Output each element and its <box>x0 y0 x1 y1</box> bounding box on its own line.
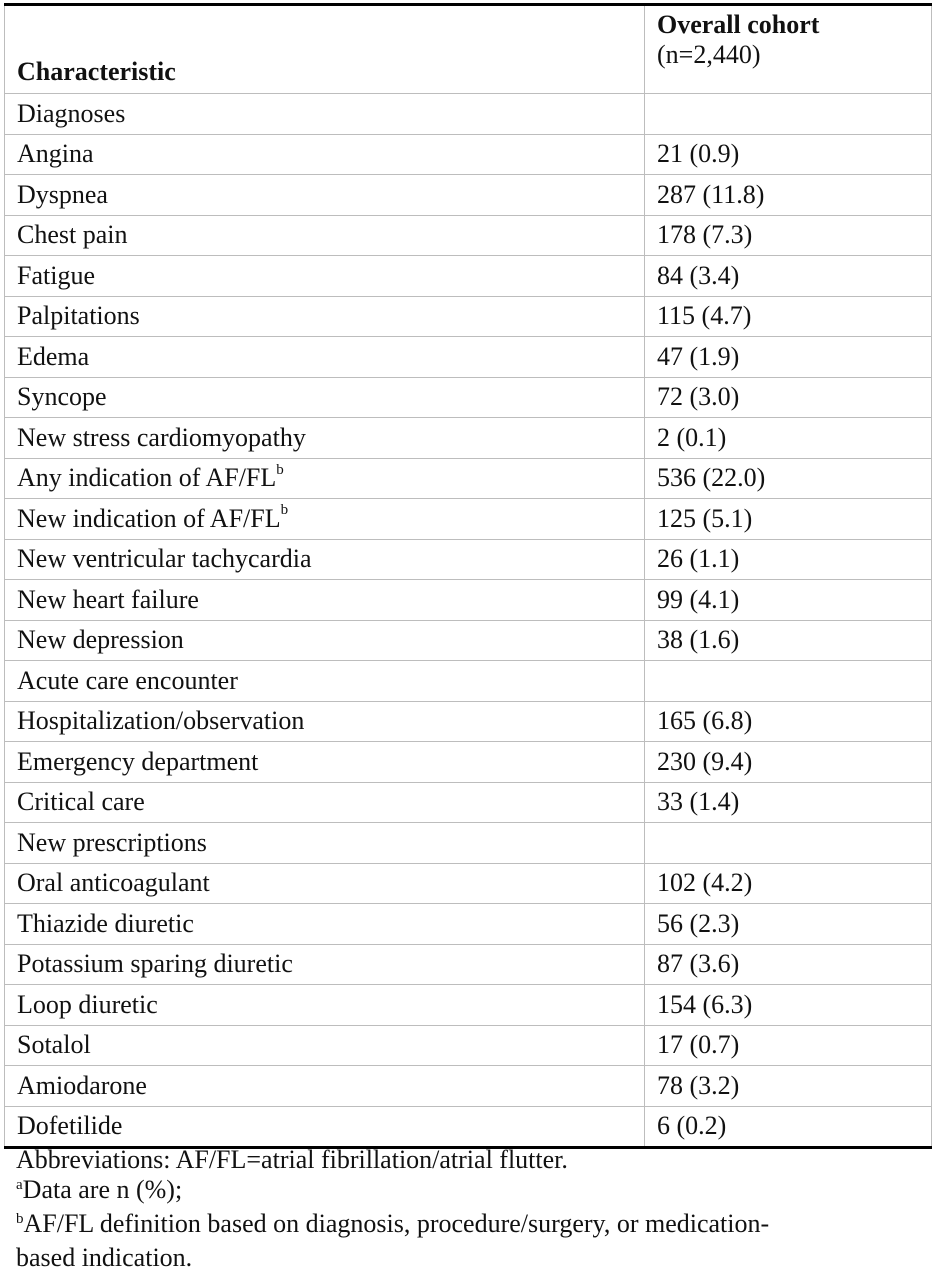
row-label-cell <box>5 296 645 337</box>
row-label: Oral anticoagulant <box>17 868 210 898</box>
table-body <box>5 94 932 1148</box>
row-label: Dofetilide <box>17 1111 123 1141</box>
table-row <box>5 175 932 216</box>
row-label: Syncope <box>17 382 107 412</box>
table-row <box>5 1025 932 1066</box>
row-label: Loop diuretic <box>17 989 158 1019</box>
row-label: Angina <box>17 139 94 169</box>
row-label-cell <box>5 1066 645 1107</box>
row-value: 178 (7.3) <box>645 215 932 256</box>
row-label: Chest pain <box>17 220 128 250</box>
section-value-empty <box>645 823 932 864</box>
footnote-abbreviations: Abbreviations: AF/FL=atrial fibrillation/atrial flutter. <box>16 1145 568 1174</box>
table-row <box>5 418 932 459</box>
table-row <box>5 782 932 823</box>
table-row <box>5 539 932 580</box>
row-value: 17 (0.7) <box>645 1025 932 1066</box>
row-value: 115 (4.7) <box>645 296 932 337</box>
section-label: New prescriptions <box>5 823 645 864</box>
row-value: 33 (1.4) <box>645 782 932 823</box>
row-value: 99 (4.1) <box>645 580 932 621</box>
row-label-cell <box>5 985 645 1026</box>
table-row <box>5 337 932 378</box>
row-value: 287 (11.8) <box>645 175 932 216</box>
row-value: 47 (1.9) <box>645 337 932 378</box>
row-label-cell <box>5 134 645 175</box>
row-label-cell <box>5 458 645 499</box>
row-label-cell <box>5 863 645 904</box>
row-label-cell <box>5 904 645 945</box>
row-label-cell <box>5 620 645 661</box>
row-value: 87 (3.6) <box>645 944 932 985</box>
table-row <box>5 377 932 418</box>
table-row <box>5 458 932 499</box>
header-characteristic: Characteristic <box>5 5 645 94</box>
table-row <box>5 499 932 540</box>
row-value: 165 (6.8) <box>645 701 932 742</box>
row-value: 72 (3.0) <box>645 377 932 418</box>
row-label-cell <box>5 1025 645 1066</box>
header-cohort-n: (n=2,440) <box>657 40 761 69</box>
row-label-cell <box>5 539 645 580</box>
row-label: Palpitations <box>17 301 140 331</box>
table-row <box>5 134 932 175</box>
table-row <box>5 620 932 661</box>
footnote-b-continued: based indication. <box>16 1243 193 1272</box>
row-label: Sotalol <box>17 1030 91 1060</box>
footnote-marker: b <box>276 461 284 478</box>
table-row <box>5 742 932 783</box>
row-label: Dyspnea <box>17 179 108 209</box>
footnote-b <box>16 1209 931 1243</box>
row-label: Emergency department <box>17 746 259 776</box>
row-label-cell <box>5 701 645 742</box>
row-value: 56 (2.3) <box>645 904 932 945</box>
row-label: New stress cardiomyopathy <box>17 422 306 452</box>
table-header-row <box>5 5 932 94</box>
row-label-cell <box>5 499 645 540</box>
row-label-cell <box>5 418 645 459</box>
footnote-marker: b <box>280 502 289 519</box>
section-row <box>5 94 932 135</box>
row-label: Amiodarone <box>17 1070 147 1100</box>
table-row <box>5 256 932 297</box>
header-cohort-title: Overall cohort <box>657 10 820 39</box>
row-value: 2 (0.1) <box>645 418 932 459</box>
table-row <box>5 215 932 256</box>
row-label-cell <box>5 337 645 378</box>
row-label-cell <box>5 742 645 783</box>
section-label: Acute care encounter <box>5 661 645 702</box>
row-value: 21 (0.9) <box>645 134 932 175</box>
section-value-empty <box>645 94 932 135</box>
footnote-b-text-line1: AF/FL definition based on diagnosis, procedure/surgery, or medication- <box>23 1209 770 1238</box>
row-label: New depression <box>17 625 184 655</box>
row-label-cell <box>5 175 645 216</box>
section-row <box>5 661 932 702</box>
row-label: Critical care <box>17 787 145 817</box>
row-value: 38 (1.6) <box>645 620 932 661</box>
table-row <box>5 296 932 337</box>
header-overall-cohort <box>645 5 932 94</box>
row-label: Potassium sparing diuretic <box>17 949 293 979</box>
row-value: 78 (3.2) <box>645 1066 932 1107</box>
table-row <box>5 904 932 945</box>
row-label-cell <box>5 256 645 297</box>
table-row <box>5 944 932 985</box>
row-label: Thiazide diuretic <box>17 908 194 938</box>
row-label-cell <box>5 580 645 621</box>
table-row <box>5 1066 932 1107</box>
footnote-a-marker: a <box>16 1177 23 1193</box>
row-label: New heart failure <box>17 584 199 614</box>
row-label-cell <box>5 782 645 823</box>
table-row <box>5 701 932 742</box>
footnote-a-text: Data are n (%); <box>22 1175 183 1204</box>
row-label-cell <box>5 377 645 418</box>
row-value: 102 (4.2) <box>645 863 932 904</box>
row-label-cell <box>5 215 645 256</box>
table-row <box>5 985 932 1026</box>
row-value: 26 (1.1) <box>645 539 932 580</box>
section-label: Diagnoses <box>5 94 645 135</box>
row-value: 230 (9.4) <box>645 742 932 783</box>
row-value: 536 (22.0) <box>645 458 932 499</box>
row-label: New indication of AF/FL <box>17 503 281 533</box>
table-row <box>5 863 932 904</box>
row-label: New ventricular tachycardia <box>17 544 312 574</box>
characteristics-table <box>4 3 932 1149</box>
row-value: 84 (3.4) <box>645 256 932 297</box>
row-value: 125 (5.1) <box>645 499 932 540</box>
row-label: Any indication of AF/FL <box>17 463 277 493</box>
row-label-cell <box>5 944 645 985</box>
row-label: Fatigue <box>17 260 95 290</box>
row-value: 154 (6.3) <box>645 985 932 1026</box>
row-label: Hospitalization/observation <box>17 706 305 736</box>
section-value-empty <box>645 661 932 702</box>
footnote-b-marker: b <box>16 1211 24 1227</box>
section-row <box>5 823 932 864</box>
table-row <box>5 580 932 621</box>
row-label: Edema <box>17 341 90 371</box>
table-footnotes <box>4 1137 931 1273</box>
row-value: 6 (0.2) <box>645 1106 932 1148</box>
footnote-a <box>16 1175 931 1209</box>
